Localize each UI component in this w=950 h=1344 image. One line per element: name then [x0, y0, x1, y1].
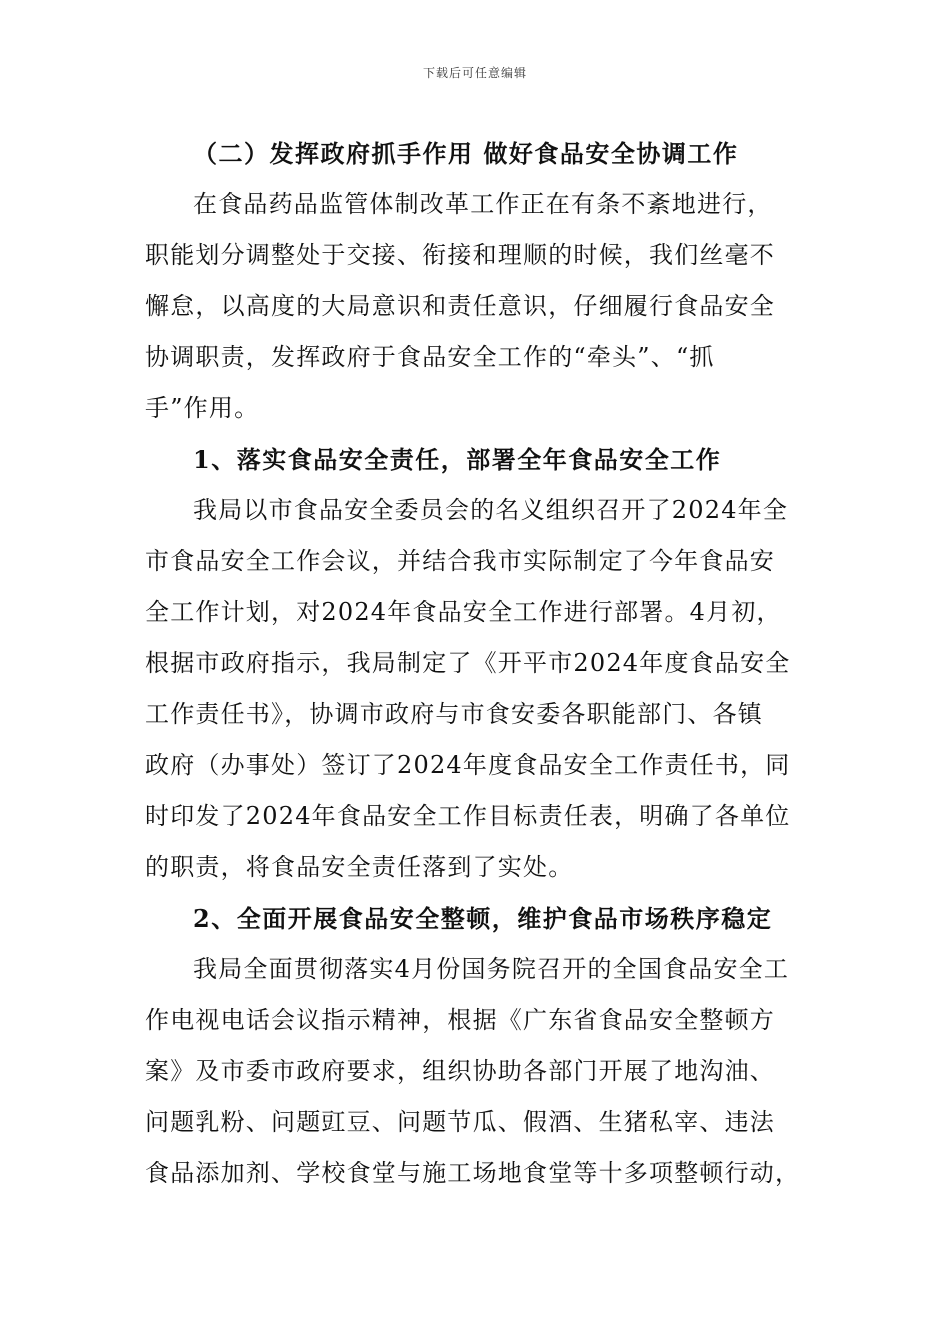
intro-line: 职能划分调整处于交接、衔接和理顺的时候，我们丝毫不: [145, 241, 775, 269]
intro-line: 在食品药品监管体制改革工作正在有条不紊地进行，: [193, 190, 773, 218]
item1-title: 1、落实食品安全责任，部署全年食品安全工作: [193, 445, 722, 474]
intro-line: 协调职责，发挥政府于食品安全工作的“牵头”、“抓: [145, 343, 715, 371]
item1-line: 工作责任书》，协调市政府与市食安委各职能部门、各镇: [145, 700, 763, 728]
item2-line: 作电视电话会议指示精神，根据《广东省食品安全整顿方: [145, 1006, 775, 1034]
item1-line: 我局以市食品安全委员会的名义组织召开了2024年全: [193, 496, 789, 524]
item1-line: 市食品安全工作会议，并结合我市实际制定了今年食品安: [145, 547, 775, 575]
intro-line: 手”作用。: [145, 394, 260, 422]
item2-line: 问题乳粉、问题豇豆、问题节瓜、假酒、生猪私宰、违法: [145, 1108, 775, 1136]
item2-line: 食品添加剂、学校食堂与施工场地食堂等十多项整顿行动，: [145, 1159, 801, 1187]
item2-title: 2、全面开展食品安全整顿，维护食品市场秩序稳定: [193, 904, 773, 933]
section-title: （二）发挥政府抓手作用 做好食品安全协调工作: [193, 139, 739, 168]
item1-line: 的职责，将食品安全责任落到了实处。: [145, 853, 574, 881]
header-note: 下载后可任意编辑: [422, 66, 527, 80]
document-body: [145, 128, 810, 1199]
item1-line: 全工作计划，对2024年食品安全工作进行部署。4月初，: [145, 598, 782, 626]
item1-line: 政府（办事处）签订了2024年度食品安全工作责任书，同: [145, 751, 791, 779]
item1-line: 时印发了2024年食品安全工作目标责任表，明确了各单位: [145, 802, 791, 830]
item2-line: 我局全面贯彻落实4月份国务院召开的全国食品安全工: [193, 955, 790, 983]
item1-line: 根据市政府指示，我局制定了《开平市2024年度食品安全: [145, 649, 791, 677]
intro-line: 懈怠，以高度的大局意识和责任意识，仔细履行食品安全: [145, 292, 775, 320]
item2-line: 案》及市委市政府要求，组织协助各部门开展了地沟油、: [145, 1057, 775, 1085]
